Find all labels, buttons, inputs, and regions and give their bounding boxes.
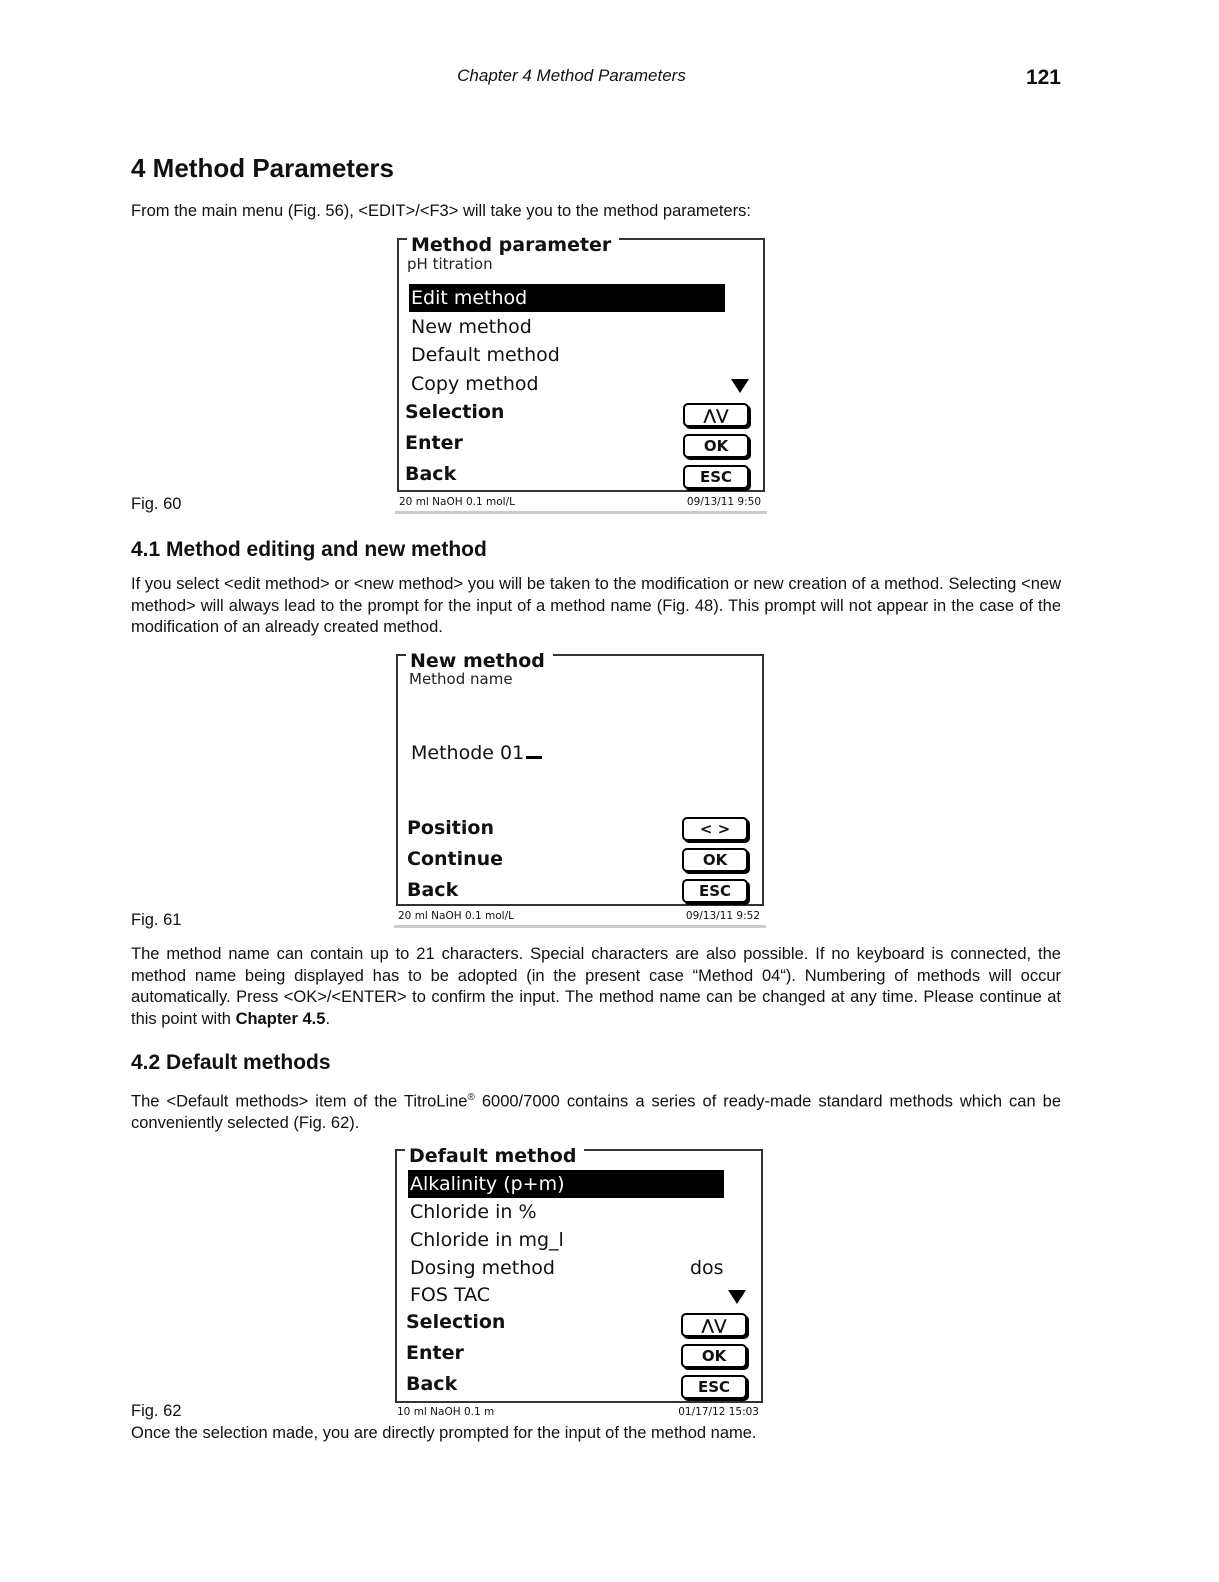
ok-key-icon[interactable]: OK: [683, 434, 749, 458]
status-bar: [393, 1404, 765, 1421]
fig60-caption: Fig. 60: [131, 495, 182, 513]
screen-title: Default method: [405, 1144, 584, 1168]
paragraph-text: The <Default methods> item of the TitroLine: [131, 1092, 468, 1111]
running-header: Chapter 4 Method Parameters: [457, 66, 686, 85]
status-datetime: 01/17/12 15:03: [678, 1406, 759, 1418]
fig61-caption: Fig. 61: [131, 911, 182, 929]
softkey-label-continue: Continue: [407, 848, 504, 870]
status-bar: [395, 494, 767, 514]
method-name-input[interactable]: [411, 742, 542, 764]
fig61-screen: [394, 650, 766, 928]
ok-key-icon[interactable]: OK: [682, 848, 748, 872]
dosing-suffix: dos: [690, 1257, 724, 1279]
menu-item-alkalinity[interactable]: Alkalinity (p+m): [408, 1170, 724, 1198]
menu-item-new-method[interactable]: New method: [411, 316, 532, 338]
method-name-value: Methode 01: [411, 742, 525, 764]
scroll-down-icon: [728, 1290, 746, 1304]
screen-subtitle: pH titration: [407, 255, 493, 273]
paragraph-text: The method name can contain up to 21 characters. Special characters are also possible. If no keyboard is connected, the method name being displayed has to be adopted (in the present case “Method 04“). Numbering of methods will occur automatically. Press <OK>/<ENTER> to confirm the input. The method name can be changed at any time. Please continue at this point with: [131, 945, 1061, 1028]
status-reagent: 10 ml NaOH 0.1 m: [397, 1406, 495, 1418]
softkey-label-position: Position: [407, 817, 494, 839]
left-right-arrows-icon[interactable]: < >: [682, 817, 748, 841]
softkey-label-selection: Selection: [405, 401, 505, 423]
status-reagent: 20 ml NaOH 0.1 mol/L: [399, 496, 515, 508]
section41-paragraph: If you select <edit method> or <new method> you will be taken to the modification or new creation of a method. Selecting <new method> will always lead to the prompt for the input of a method name (Fig. 48). This prompt will not appear in the case of the modification of an already created method.: [131, 575, 1061, 636]
method-name-paragraph: [131, 944, 1061, 1030]
fig62-screen: [393, 1145, 765, 1421]
menu-item-chloride-mgl[interactable]: Chloride in mg_l: [410, 1229, 564, 1251]
softkey-label-enter: Enter: [405, 432, 463, 454]
menu-item-chloride-percent[interactable]: Chloride in %: [410, 1201, 537, 1223]
menu-item-edit-method[interactable]: Edit method: [409, 284, 725, 312]
status-datetime: 09/13/11 9:52: [685, 910, 760, 922]
screen-title: New method: [406, 649, 553, 673]
status-reagent: 20 ml NaOH 0.1 mol/L: [398, 910, 514, 922]
registered-mark: ®: [467, 1092, 475, 1103]
section-title-4: 4 Method Parameters: [131, 153, 394, 183]
softkey-label-enter: Enter: [406, 1342, 464, 1364]
closing-paragraph: Once the selection made, you are directly prompted for the input of the method name.: [131, 1424, 757, 1442]
intro-paragraph: From the main menu (Fig. 56), <EDIT>/<F3> will take you to the method parameters:: [131, 202, 751, 220]
up-down-arrows-icon[interactable]: ⋀⋁: [681, 1313, 747, 1337]
esc-key-icon[interactable]: ESC: [681, 1375, 747, 1399]
softkey-label-selection: Selection: [406, 1311, 506, 1333]
menu-item-copy-method[interactable]: Copy method: [411, 373, 539, 395]
softkey-label-back: Back: [405, 463, 457, 485]
section-title-4-1: 4.1 Method editing and new method: [131, 538, 487, 561]
menu-item-dosing-method[interactable]: Dosing method: [410, 1257, 555, 1279]
screen-subtitle: Method name: [409, 670, 513, 688]
fig62-caption: Fig. 62: [131, 1402, 182, 1420]
ok-key-icon[interactable]: OK: [681, 1344, 747, 1368]
scroll-down-icon: [731, 379, 749, 393]
section-title-4-2: 4.2 Default methods: [131, 1051, 331, 1074]
softkey-label-back: Back: [407, 879, 459, 901]
paragraph-end: .: [325, 1009, 331, 1028]
chapter-reference: Chapter 4.5: [235, 1009, 326, 1028]
fig60-screen: [395, 234, 767, 514]
esc-key-icon[interactable]: ESC: [682, 879, 748, 903]
menu-item-default-method[interactable]: Default method: [411, 344, 560, 366]
up-down-arrows-icon[interactable]: ⋀⋁: [683, 403, 749, 427]
menu-item-fos-tac[interactable]: FOS TAC: [410, 1284, 491, 1306]
text-cursor: [526, 756, 542, 759]
paragraph-text: 6000/7000 contains a series of ready-made standard methods which can be conveniently selected (Fig. 62).: [131, 1092, 1061, 1132]
screen-title: Method parameter: [407, 233, 619, 257]
status-bar: [394, 908, 766, 928]
esc-key-icon[interactable]: ESC: [683, 465, 749, 489]
status-datetime: 09/13/11 9:50: [686, 496, 761, 508]
page-number: 121: [1025, 66, 1061, 89]
softkey-label-back: Back: [406, 1373, 458, 1395]
section42-paragraph: [131, 1087, 1061, 1135]
